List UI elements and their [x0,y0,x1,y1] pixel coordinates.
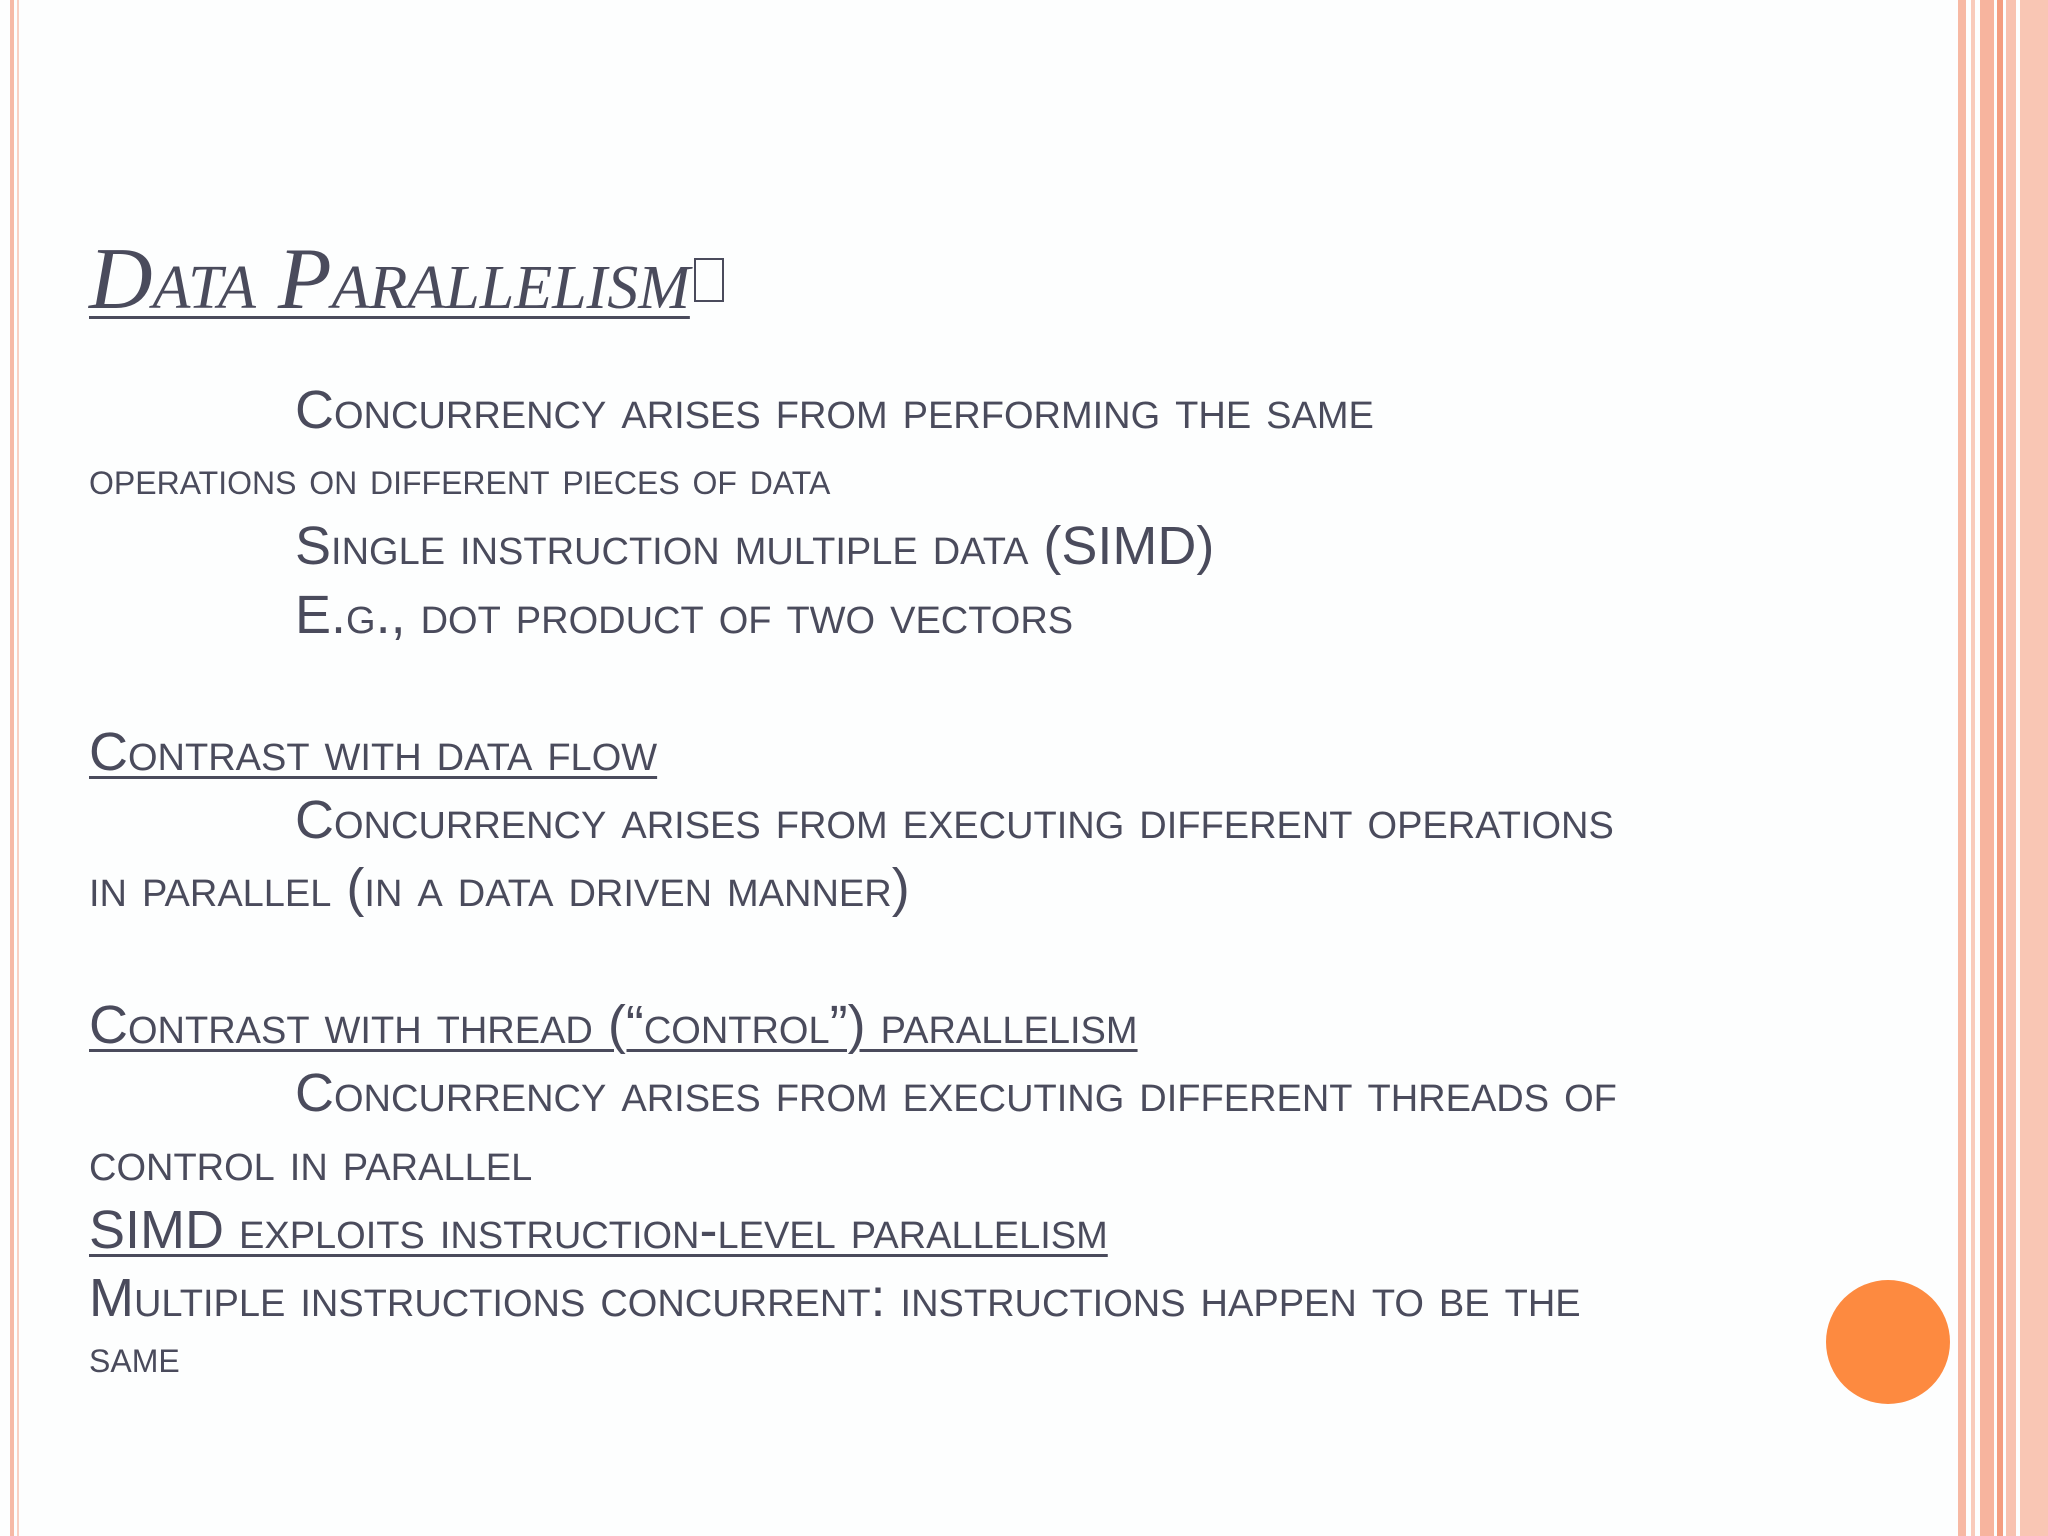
body-line: Single instruction multiple data (SIMD) [295,516,1215,576]
right-stripe [1997,0,2003,1536]
body-line: same [89,1330,180,1382]
right-stripe [2006,0,2016,1536]
body-line: Concurrency arises from executing different operations [295,790,1614,850]
body-line: control in parallel [89,1132,533,1192]
right-stripe [2020,0,2048,1536]
body-line: in parallel (in a data driven manner) [89,858,910,918]
body-heading: Contrast with thread (“control”) parallelism [89,995,1138,1055]
right-stripe [1958,0,1966,1536]
left-border-inner [17,0,19,1536]
body-line: Concurrency arises from performing the same [295,380,1374,440]
slide-title [89,230,724,330]
body-line: Concurrency arises from executing different threads of [295,1063,1617,1123]
left-border [10,0,14,1536]
body-line: E.g., dot product of two vectors [295,585,1074,645]
right-stripe [1980,0,1994,1536]
body-heading: SIMD exploits instruction-level parallelism [89,1200,1108,1260]
body-line: operations on different pieces of data [89,452,831,504]
decorative-circle [1826,1280,1950,1404]
right-stripe [1971,0,1975,1536]
body-line: Multiple instructions concurrent: instructions happen to be the [89,1268,1581,1328]
missing-glyph-box [694,258,724,302]
slide-title-text: Data Parallelism [89,231,690,328]
body-heading: Contrast with data flow [89,722,658,782]
